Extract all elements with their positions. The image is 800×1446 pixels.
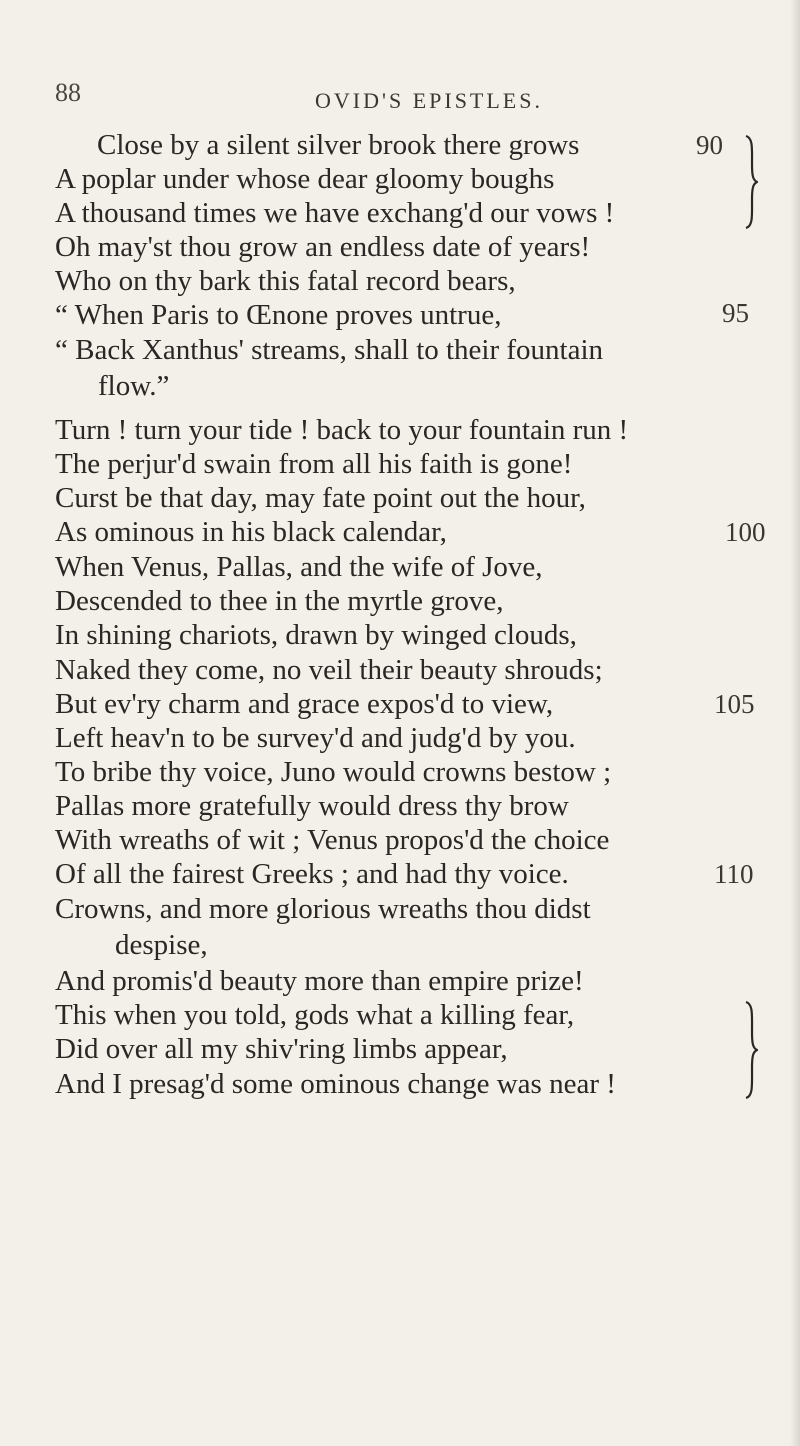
verse-line-continuation: despise, [115,929,208,961]
verse-line: A thousand times we have exchang'd our vows ! [55,197,615,229]
line-number-110: 110 [714,859,754,889]
verse-line: And promis'd beauty more than empire prize! [55,965,584,997]
verse-line: To bribe thy voice, Juno would crowns bestow ; [55,756,612,788]
verse-line: As ominous in his black calendar, [55,516,447,548]
verse-line: When Venus, Pallas, and the wife of Jove, [55,551,543,583]
verse-line: And I presag'd some ominous change was near ! [55,1068,616,1100]
verse-line: With wreaths of wit ; Venus propos'd the choice [55,824,610,856]
verse-line: Left heav'n to be survey'd and judg'd by you. [55,722,576,754]
triplet-brace-icon [744,134,756,230]
page-number: 88 [55,78,81,107]
verse-line: Turn ! turn your tide ! back to your fountain run ! [55,414,629,446]
verse-line: The perjur'd swain from all his faith is gone! [55,448,573,480]
verse-line: Crowns, and more glorious wreaths thou didst [55,893,591,925]
triplet-brace-icon [744,1000,756,1100]
verse-line: Did over all my shiv'ring limbs appear, [55,1033,508,1065]
verse-line: A poplar under whose dear gloomy boughs [55,163,555,195]
verse-line: This when you told, gods what a killing fear, [55,999,575,1031]
line-number-105: 105 [714,689,755,719]
verse-line: Of all the fairest Greeks ; and had thy voice. [55,858,569,890]
verse-line: In shining chariots, drawn by winged clouds, [55,619,577,651]
running-head: OVID'S EPISTLES. [315,88,543,113]
verse-line: Naked they come, no veil their beauty shrouds; [55,654,603,686]
verse-line-continuation: flow.” [98,370,170,402]
verse-line: Pallas more gratefully would dress thy brow [55,790,569,822]
line-number-95: 95 [722,298,749,328]
page-edge-shadow [790,0,800,1446]
line-number-90: 90 [696,130,723,160]
verse-line: Curst be that day, may fate point out the hour, [55,482,586,514]
verse-line: Oh may'st thou grow an endless date of years! [55,231,591,263]
verse-line: “ Back Xanthus' streams, shall to their fountain [55,334,604,366]
verse-line: “ When Paris to Œnone proves untrue, [55,299,502,331]
verse-line: Close by a silent silver brook there grows [97,129,580,161]
verse-line: Descended to thee in the myrtle grove, [55,585,504,617]
verse-line: But ev'ry charm and grace expos'd to view, [55,688,554,720]
verse-line: Who on thy bark this fatal record bears, [55,265,516,297]
line-number-100: 100 [725,517,766,547]
